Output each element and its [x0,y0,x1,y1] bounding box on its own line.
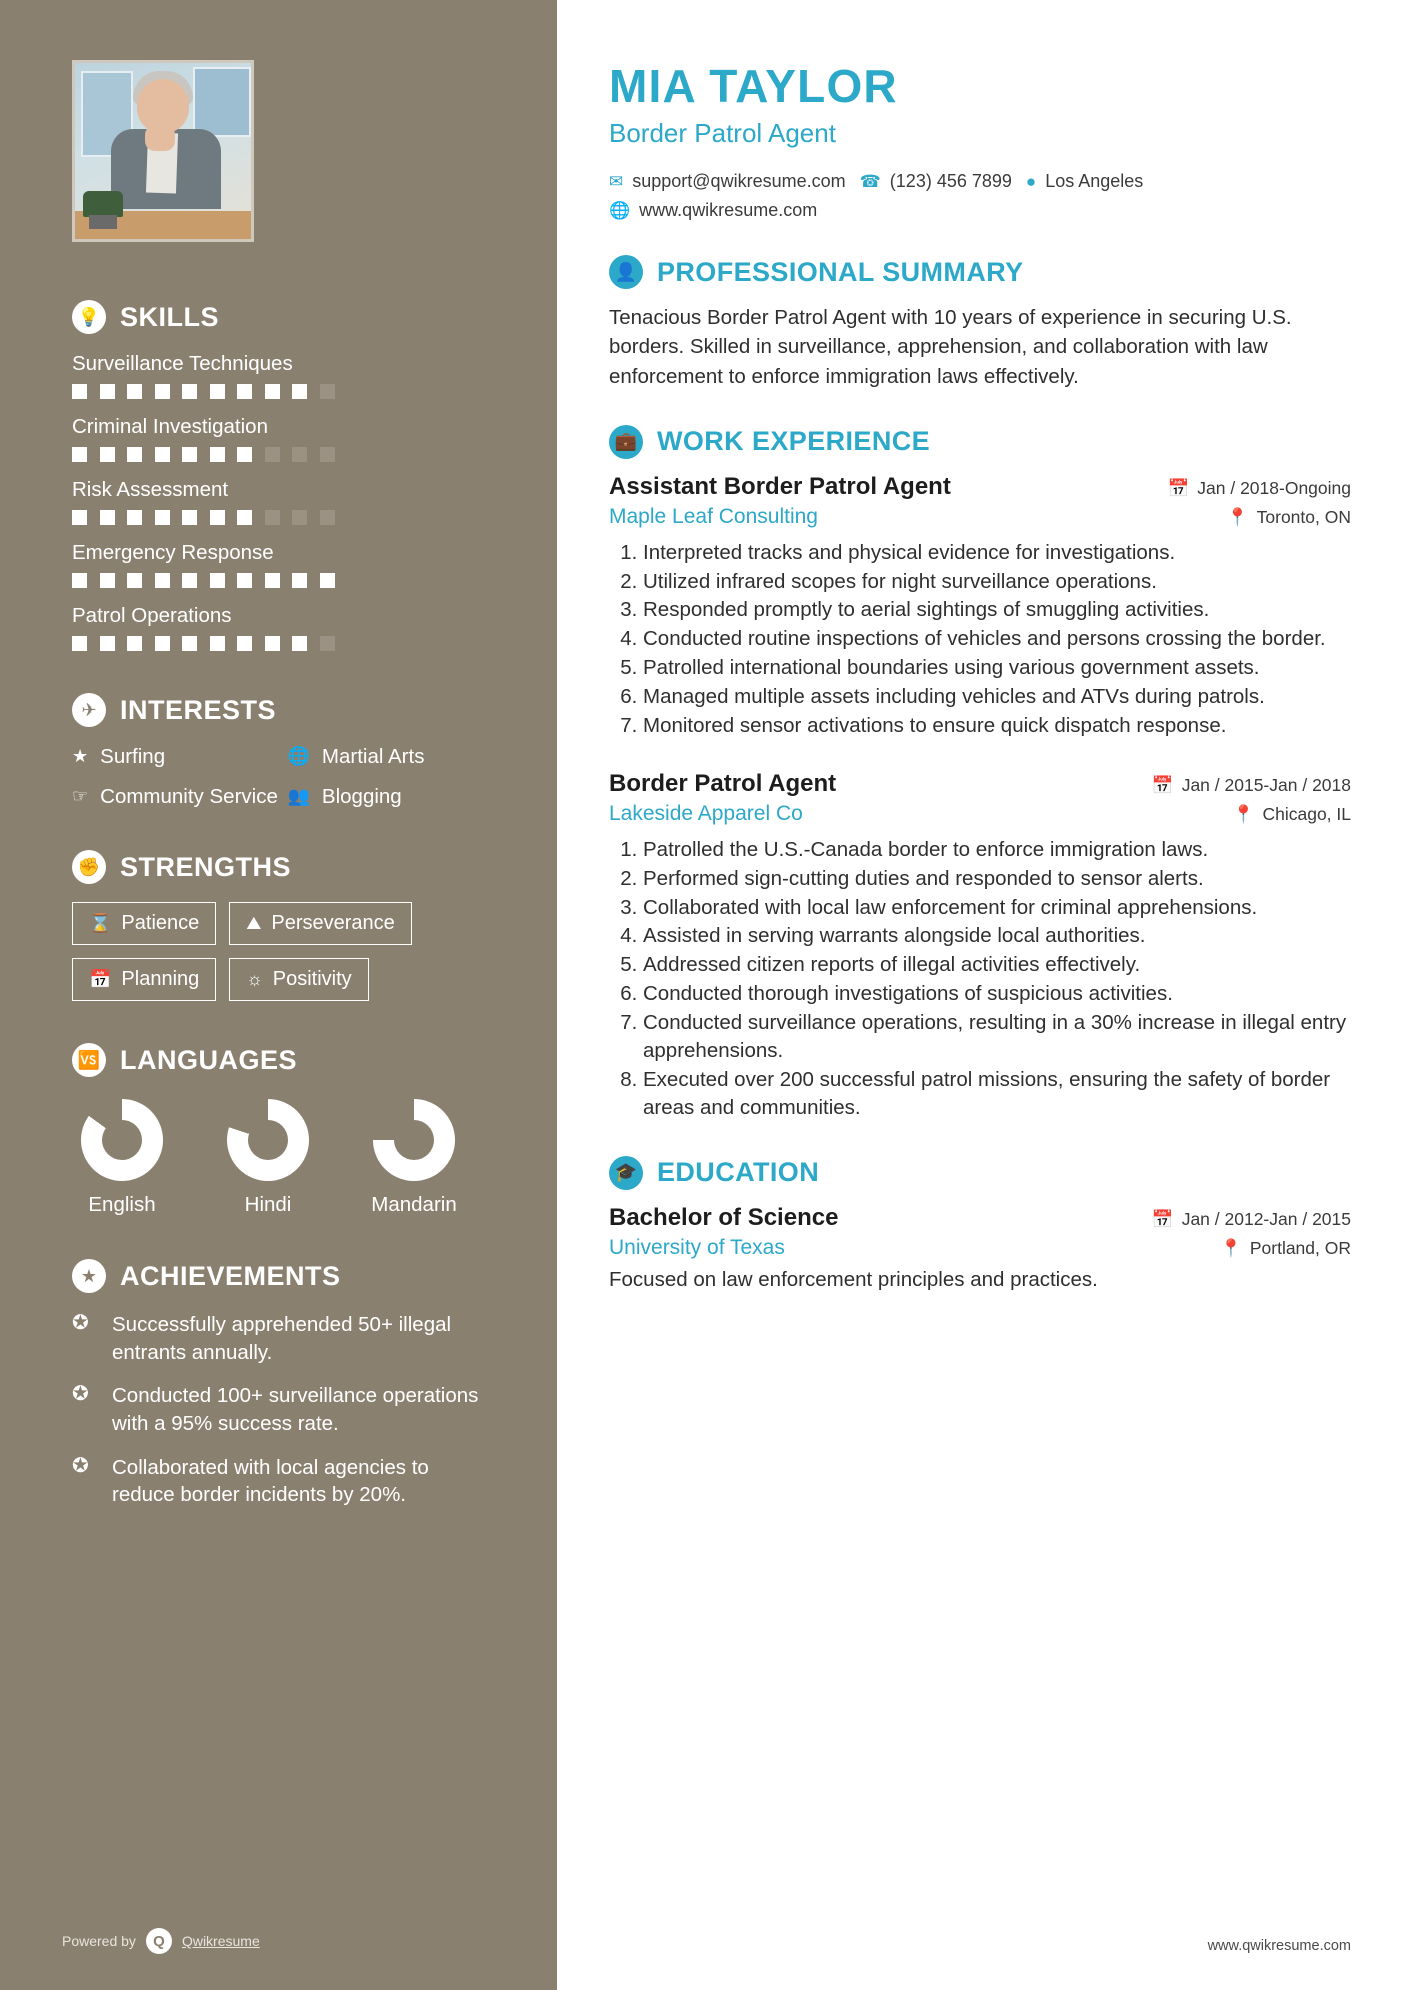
star-icon: ★ [72,746,89,766]
skill-item [72,352,495,399]
achievement-text: Successfully apprehended 50+ illegal entrants annually. [112,1313,452,1364]
skill-rating [72,636,495,651]
strengths-section [72,850,495,1001]
job-bullet: 1. Interpreted tracks and physical evidence for investigations. [643,539,1351,567]
location-pin-icon: 📍 [1226,506,1249,527]
skill-label: Emergency Response [72,541,274,564]
job-bullet: 7. Monitored sensor activations to ensure quick dispatch response. [643,712,1351,740]
interests-title: INTERESTS [120,694,277,725]
work-title: WORK EXPERIENCE [657,426,931,457]
powered-by [62,1928,260,1954]
strength-chip [72,958,216,1001]
hand-icon: ☞ [72,785,89,806]
paper-plane-icon: ✈ [72,693,106,727]
skills-section [72,300,495,651]
skill-item [72,478,495,525]
strength-label: Patience [121,912,200,935]
language-donut [81,1099,163,1181]
job-role-subtitle: Border Patrol Agent [609,118,836,149]
strength-chip [229,958,368,1001]
skill-rating [72,573,495,588]
interests-heading [72,693,495,727]
interest-item [72,785,280,809]
skill-label: Criminal Investigation [72,415,268,438]
language-label: English [88,1193,156,1217]
interest-item [288,745,496,769]
interest-item [72,745,280,769]
users-icon: 👥 [287,785,310,806]
achievement-item [72,1454,495,1509]
strength-label: Planning [121,968,200,991]
job-bullet: 4. Assisted in serving warrants alongside local authorities. [643,922,1351,950]
job-bullets [643,539,1351,740]
job-bullet: 3. Responded promptly to aerial sightings of smuggling activities. [643,596,1351,624]
briefcase-icon: 💼 [609,425,643,459]
achievements-title: ACHIEVEMENTS [120,1260,341,1291]
languages-title: LANGUAGES [120,1044,298,1075]
job-bullet: 5. Addressed citizen reports of illegal activities effectively. [643,951,1351,979]
language-label: Hindi [244,1193,292,1217]
language-label: Mandarin [371,1193,457,1217]
main-content [557,0,1407,1990]
language-donut [227,1099,309,1181]
education-section [609,1156,1351,1292]
strength-chip [72,902,216,945]
education-school: University of Texas [609,1235,785,1259]
job-bullets [643,836,1351,1122]
hourglass-icon: ⌛ [89,913,112,934]
calendar-icon: 📅 [1167,477,1190,498]
skill-rating [72,447,495,462]
job-entry [609,473,1351,740]
contact-website[interactable] [609,200,817,221]
fist-icon: ✊ [72,850,106,884]
location-pin-icon: 📍 [1220,1237,1242,1258]
language-item [364,1099,464,1217]
achievement-item [72,1382,495,1437]
skill-label: Surveillance Techniques [72,352,293,375]
skills-title: SKILLS [120,301,220,332]
skill-rating [72,384,495,399]
job-entry [609,770,1351,1122]
badge-star-icon: ★ [72,1259,106,1293]
job-bullet: 2. Performed sign-cutting duties and responded to sensor alerts. [643,865,1351,893]
interest-label: Community Service [100,784,278,808]
calendar-icon: 📅 [1151,1208,1174,1229]
strengths-heading [72,850,495,884]
calendar-icon: 📅 [89,969,112,990]
summary-heading [609,255,1351,289]
achievements-section [72,1259,495,1509]
contact-row-primary [609,171,1351,192]
job-title: Assistant Border Patrol Agent [609,472,951,500]
job-date-value: Jan / 2015-Jan / 2018 [1181,774,1351,795]
job-bullet: 3. Collaborated with local law enforcement for criminal apprehensions. [643,894,1351,922]
education-date-value: Jan / 2012-Jan / 2015 [1181,1208,1351,1229]
qwikresume-logo-icon: Q [146,1928,172,1954]
contact-location-value: Los Angeles [1045,171,1144,192]
job-bullet: 2. Utilized infrared scopes for night surveillance operations. [643,568,1351,596]
contact-phone[interactable] [860,171,1012,192]
summary-text: Tenacious Border Patrol Agent with 10 years of experience in securing U.S. borders. Skilled in surveillance, apprehension, and collaboration with law enforcement to enforce immigration laws effectively. [609,306,1292,388]
sun-icon: ☼ [246,969,263,990]
language-donut [373,1099,455,1181]
strength-label: Positivity [272,968,352,991]
job-location-value: Chicago, IL [1262,803,1351,824]
page-title: MIA TAYLOR [609,60,898,112]
globe-icon: 🌐 [287,746,310,766]
job-bullet: 7. Conducted surveillance operations, resulting in a 30% increase in illegal entry apprehensions. [643,1009,1351,1065]
achievements-heading [72,1259,495,1293]
professional-summary-section [609,255,1351,390]
job-company: Maple Leaf Consulting [609,504,818,528]
strength-chip [229,902,412,945]
skill-item [72,415,495,462]
contact-phone-value: (123) 456 7899 [889,171,1012,192]
language-item [218,1099,318,1217]
achievement-item [72,1311,495,1366]
skill-label: Risk Assessment [72,478,229,501]
job-bullet: 6. Managed multiple assets including vehicles and ATVs during patrols. [643,683,1351,711]
contact-email-value: support@qwikresume.com [632,171,846,192]
globe-icon: 🌐 [609,200,631,220]
mountain-icon: ⛰ [246,913,262,934]
skills-heading [72,300,495,334]
job-bullet: 5. Patrolled international boundaries using various government assets. [643,654,1351,682]
interests-section [72,693,495,808]
education-heading [609,1156,1351,1190]
lightbulb-icon: 💡 [72,300,106,334]
skill-label: Patrol Operations [72,604,232,627]
achievement-text: Collaborated with local agencies to reduce border incidents by 20%. [112,1455,429,1507]
location-pin-icon: 📍 [1232,803,1255,824]
calendar-icon: 📅 [1151,774,1174,795]
job-date [1152,775,1351,796]
job-bullet: 1. Patrolled the U.S.-Canada border to enforce immigration laws. [643,836,1351,864]
job-date-value: Jan / 2018-Ongoing [1197,477,1351,498]
contact-website-value: www.qwikresume.com [639,200,818,221]
skill-item [72,604,495,651]
strength-label: Perseverance [271,912,395,935]
job-bullet: 8. Executed over 200 successful patrol missions, ensuring the safety of border areas and communities. [643,1066,1351,1122]
job-company: Lakeside Apparel Co [609,801,803,825]
star-badge-icon: ✪ [72,1383,89,1406]
job-bullet: 6. Conducted thorough investigations of suspicious activities. [643,980,1351,1008]
strengths-title: STRENGTHS [120,851,292,882]
contact-email[interactable] [609,171,846,192]
graduation-cap-icon: 🎓 [609,1156,643,1190]
job-location [1233,804,1351,825]
education-location-value: Portland, OR [1249,1237,1351,1258]
skill-rating [72,510,495,525]
job-date [1167,478,1351,499]
education-title: EDUCATION [657,1157,820,1187]
qwikresume-brand[interactable]: Qwikresume [181,1933,260,1949]
contact-row-secondary [609,200,1351,221]
job-bullet: 4. Conducted routine inspections of vehicles and persons crossing the border. [643,625,1351,653]
skill-item [72,541,495,588]
translate-icon: 🆚 [72,1043,106,1077]
education-description: Focused on law enforcement principles and practices. [609,1267,1098,1291]
location-pin-icon: ● [1025,171,1037,191]
user-circle-icon: 👤 [609,255,643,289]
envelope-icon: ✉ [609,171,624,191]
languages-heading [72,1043,495,1077]
language-item [72,1099,172,1217]
contact-location [1026,171,1143,192]
summary-title: PROFESSIONAL SUMMARY [657,256,1024,287]
star-badge-icon: ✪ [72,1312,89,1335]
job-location [1227,507,1351,528]
work-experience-section [609,425,1351,1122]
interest-item [288,785,496,809]
interest-label: Surfing [100,745,166,768]
sidebar [0,0,557,1990]
education-date [1152,1209,1351,1230]
phone-icon: ☎ [859,171,881,191]
work-heading [609,425,1351,459]
footer-url[interactable]: www.qwikresume.com [1207,1938,1351,1954]
job-location-value: Toronto, ON [1256,506,1351,527]
education-degree: Bachelor of Science [609,1203,839,1231]
powered-by-label: Powered by [62,1933,136,1949]
job-title: Border Patrol Agent [609,769,837,797]
avatar [72,60,254,242]
achievement-text: Conducted 100+ surveillance operations with a 95% success rate. [112,1384,479,1436]
interest-label: Martial Arts [321,745,425,768]
education-location [1220,1238,1351,1259]
star-badge-icon: ✪ [72,1454,89,1477]
interest-label: Blogging [321,784,402,808]
languages-section [72,1043,495,1217]
